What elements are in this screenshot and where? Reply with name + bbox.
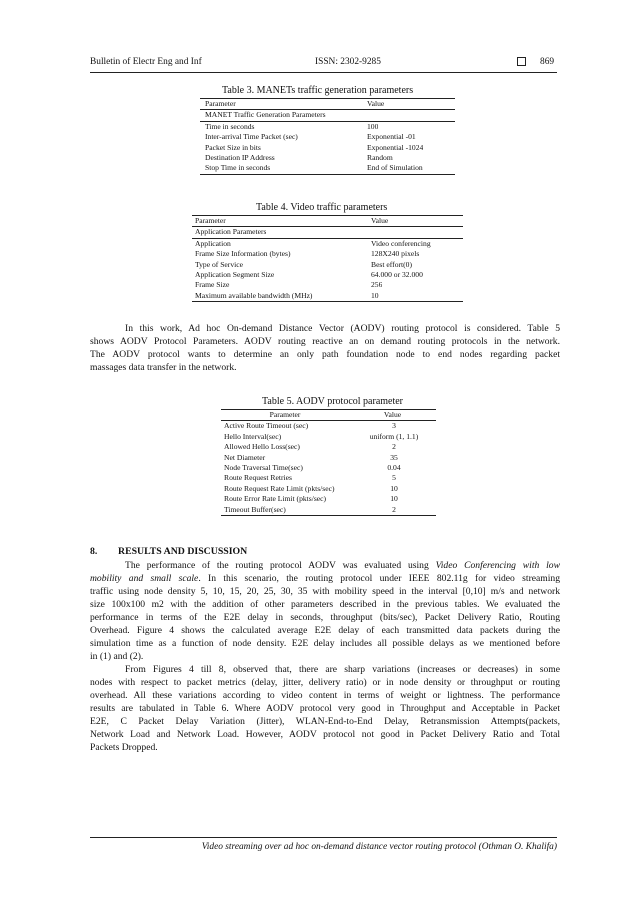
paragraph-line: In this work, Ad hoc On-demand Distance Vector (AODV) routing protocol is considered. Table 5 — [125, 323, 560, 334]
table4-col-value: Value — [371, 216, 389, 225]
table-row — [200, 153, 455, 163]
table3-group-row — [200, 110, 455, 120]
table4-cell-param: Frame Size Information (bytes) — [195, 249, 291, 259]
paragraph-line: simulation time as a function of node density. E2E delay includes all possible delays as we mentioned before — [90, 638, 560, 649]
paragraph-line — [90, 572, 560, 585]
table5 — [221, 409, 436, 516]
table-row — [221, 432, 436, 442]
table5-cell-param: Timeout Buffer(sec) — [224, 504, 286, 514]
table4-cell-value: 10 — [371, 290, 379, 300]
results-paragraph-1 — [90, 559, 560, 663]
table3-cell-value: End of Simulation — [367, 163, 423, 173]
table3 — [200, 98, 455, 175]
paragraph-line: From Figures 4 till 8, observed that, there are sharp variations (increases or decreases) in some — [125, 664, 560, 675]
table5-cell-param: Net Diameter — [224, 452, 266, 462]
table5-cell-value: 10 — [390, 494, 398, 504]
table3-cell-param: Time in seconds — [205, 121, 255, 131]
table-row — [192, 239, 463, 249]
paragraph-line: The AODV protocol wants to determine an only path foundation node to end nodes regarding packet — [90, 349, 560, 360]
table5-caption: Table 5. AODV protocol parameter — [262, 396, 404, 407]
paragraph-line: nodes with respect to packet metrics (delay, jitter, delivery ratio) or in node density or throughput or routing — [90, 677, 560, 688]
table5-cell-value: 2 — [392, 442, 396, 452]
table-row — [221, 505, 436, 515]
section-title: RESULTS AND DISCUSSION — [118, 546, 248, 557]
text-span: The performance of the routing protocol AODV was evaluated using — [125, 560, 436, 571]
paragraph-line — [90, 559, 560, 572]
table4-cell-value: 128X240 pixels — [371, 249, 420, 259]
table-row — [200, 132, 455, 142]
running-header-journal: Bulletin of Electr Eng and Inf — [90, 57, 202, 67]
table5-cell-param: Hello Interval(sec) — [224, 431, 282, 441]
footer-rule — [90, 837, 557, 838]
table5-cell-param: Active Route Timeout (sec) — [224, 421, 309, 431]
table5-header-row — [221, 410, 436, 420]
running-footer: Video streaming over ad hoc on-demand distance vector routing protocol (Othman O. Khalifa) — [201, 842, 557, 852]
table4-cell-value: 256 — [371, 280, 383, 290]
table-row — [192, 291, 463, 301]
table4-group-row — [192, 227, 463, 237]
table4-cell-param: Maximum available bandwidth (MHz) — [195, 290, 313, 300]
table3-header-row — [200, 99, 455, 109]
table3-cell-value: Exponential -1024 — [367, 142, 424, 152]
table-row — [200, 122, 455, 132]
page-number: 869 — [540, 57, 555, 67]
paragraph-line: Overhead. Figure 4 shows the calculated average E2E delay of each transmitted data packets during the — [90, 625, 560, 636]
table4-cell-value: Best effort(0) — [371, 259, 412, 269]
table4 — [192, 215, 463, 302]
table-row — [221, 442, 436, 452]
emphasis-span: Video Conferencing with low — [435, 560, 560, 571]
table3-caption: Table 3. MANETs traffic generation parameters — [222, 85, 414, 96]
table-row — [221, 453, 436, 463]
paragraph-line: size 100x100 m2 with the addition of other parameters described in the previous tables. We evaluated the — [90, 599, 560, 610]
running-header-issn: ISSN: 2302-9285 — [315, 57, 381, 67]
table3-cell-param: Stop Time in seconds — [205, 163, 271, 173]
table5-cell-value: 35 — [390, 452, 398, 462]
table5-col-value: Value — [383, 410, 402, 419]
table-row — [221, 494, 436, 504]
table-row — [221, 463, 436, 473]
table4-cell-value: 64.000 or 32.000 — [371, 270, 423, 280]
table-row — [192, 260, 463, 270]
paragraph-line: Packets Dropped. — [90, 742, 158, 753]
table4-group-label: Application Parameters — [195, 227, 267, 237]
table4-cell-param: Application Segment Size — [195, 270, 275, 280]
table-row — [221, 421, 436, 431]
table3-cell-param: Packet Size in bits — [205, 142, 261, 152]
table3-col-value: Value — [367, 99, 385, 108]
emphasis-span: mobility and small scale — [90, 573, 199, 584]
table5-col-parameter: Parameter — [269, 410, 301, 419]
table4-cell-param: Type of Service — [195, 259, 243, 269]
table5-cell-param: Route Error Rate Limit (pkts/sec) — [224, 494, 327, 504]
table-row — [200, 143, 455, 153]
table4-cell-param: Frame Size — [195, 280, 230, 290]
paragraph-line: massages data transfer in the network. — [90, 362, 237, 373]
paragraph-line: in (1) and (2). — [90, 651, 144, 662]
table5-cell-value: 2 — [392, 504, 396, 514]
table4-col-parameter: Parameter — [195, 216, 226, 225]
table3-cell-param: Inter-arrival Time Packet (sec) — [205, 132, 298, 142]
table-row — [221, 484, 436, 494]
section-heading — [90, 546, 247, 557]
table-row — [192, 249, 463, 259]
paragraph-line: shows AODV Protocol Parameters. AODV routing reactive an on demand routing protocols in the network. — [90, 336, 560, 347]
table5-cell-value: 0.04 — [387, 463, 401, 473]
table3-cell-value: 100 — [367, 121, 379, 131]
paragraph-line: E2E, C Packet Delay Variation (Jitter), WLAN-End-to-End Delay, Retransmission Attempts(packets, — [90, 716, 560, 727]
paragraph-line: overhead. All these variations according to video content in terms of weight or lightness. The performance — [90, 690, 560, 701]
table5-cell-value: 5 — [392, 473, 396, 483]
table3-col-parameter: Parameter — [205, 99, 236, 108]
table-row — [221, 473, 436, 483]
table5-cell-value: 3 — [392, 421, 396, 431]
results-paragraph-2 — [90, 663, 560, 754]
paragraph-line: Network Load and Network Load. However, AODV protocol not good in Packet Delivery Ratio and Total — [90, 729, 560, 740]
table-row — [200, 163, 455, 173]
table5-cell-param: Allowed Hello Loss(sec) — [224, 442, 300, 452]
intro-paragraph — [90, 322, 560, 374]
table3-cell-value: Exponential -01 — [367, 132, 416, 142]
table4-cell-value: Video conferencing — [371, 238, 431, 248]
table4-caption: Table 4. Video traffic parameters — [256, 202, 388, 213]
table3-cell-param: Destination IP Address — [205, 153, 275, 163]
paragraph-line: results are tabulated in Table 6. Where AODV protocol very good in Throughput and Acceptable in Packet — [90, 703, 560, 714]
section-number: 8. — [90, 546, 98, 557]
text-span: . In this scenario, the routing protocol under IEEE 802.11g for video streaming — [198, 573, 560, 584]
paragraph-line: performance in terms of the E2E delay in seconds, throughput (bits/sec), Packet Delivery Ratio, Routing — [90, 612, 560, 623]
table5-cell-value: uniform (1, 1.1) — [369, 431, 419, 441]
table5-cell-param: Route Request Rate Limit (pkts/sec) — [224, 483, 335, 493]
table-row — [192, 280, 463, 290]
table5-cell-param: Node Traversal Time(sec) — [224, 463, 303, 473]
paragraph-line: traffic using node density 5, 10, 15, 20, 25, 30, 35 with mobility speed in the interval [0,10] m/s and network — [90, 586, 560, 597]
table-row — [192, 270, 463, 280]
table5-cell-value: 10 — [390, 483, 398, 493]
table5-cell-param: Route Request Retries — [224, 473, 292, 483]
table3-group-label: MANET Traffic Generation Parameters — [205, 110, 326, 120]
header-rule — [90, 72, 557, 73]
checkbox-icon — [517, 57, 526, 68]
table4-header-row — [192, 216, 463, 226]
table3-cell-value: Random — [367, 153, 393, 163]
table4-cell-param: Application — [195, 238, 231, 248]
